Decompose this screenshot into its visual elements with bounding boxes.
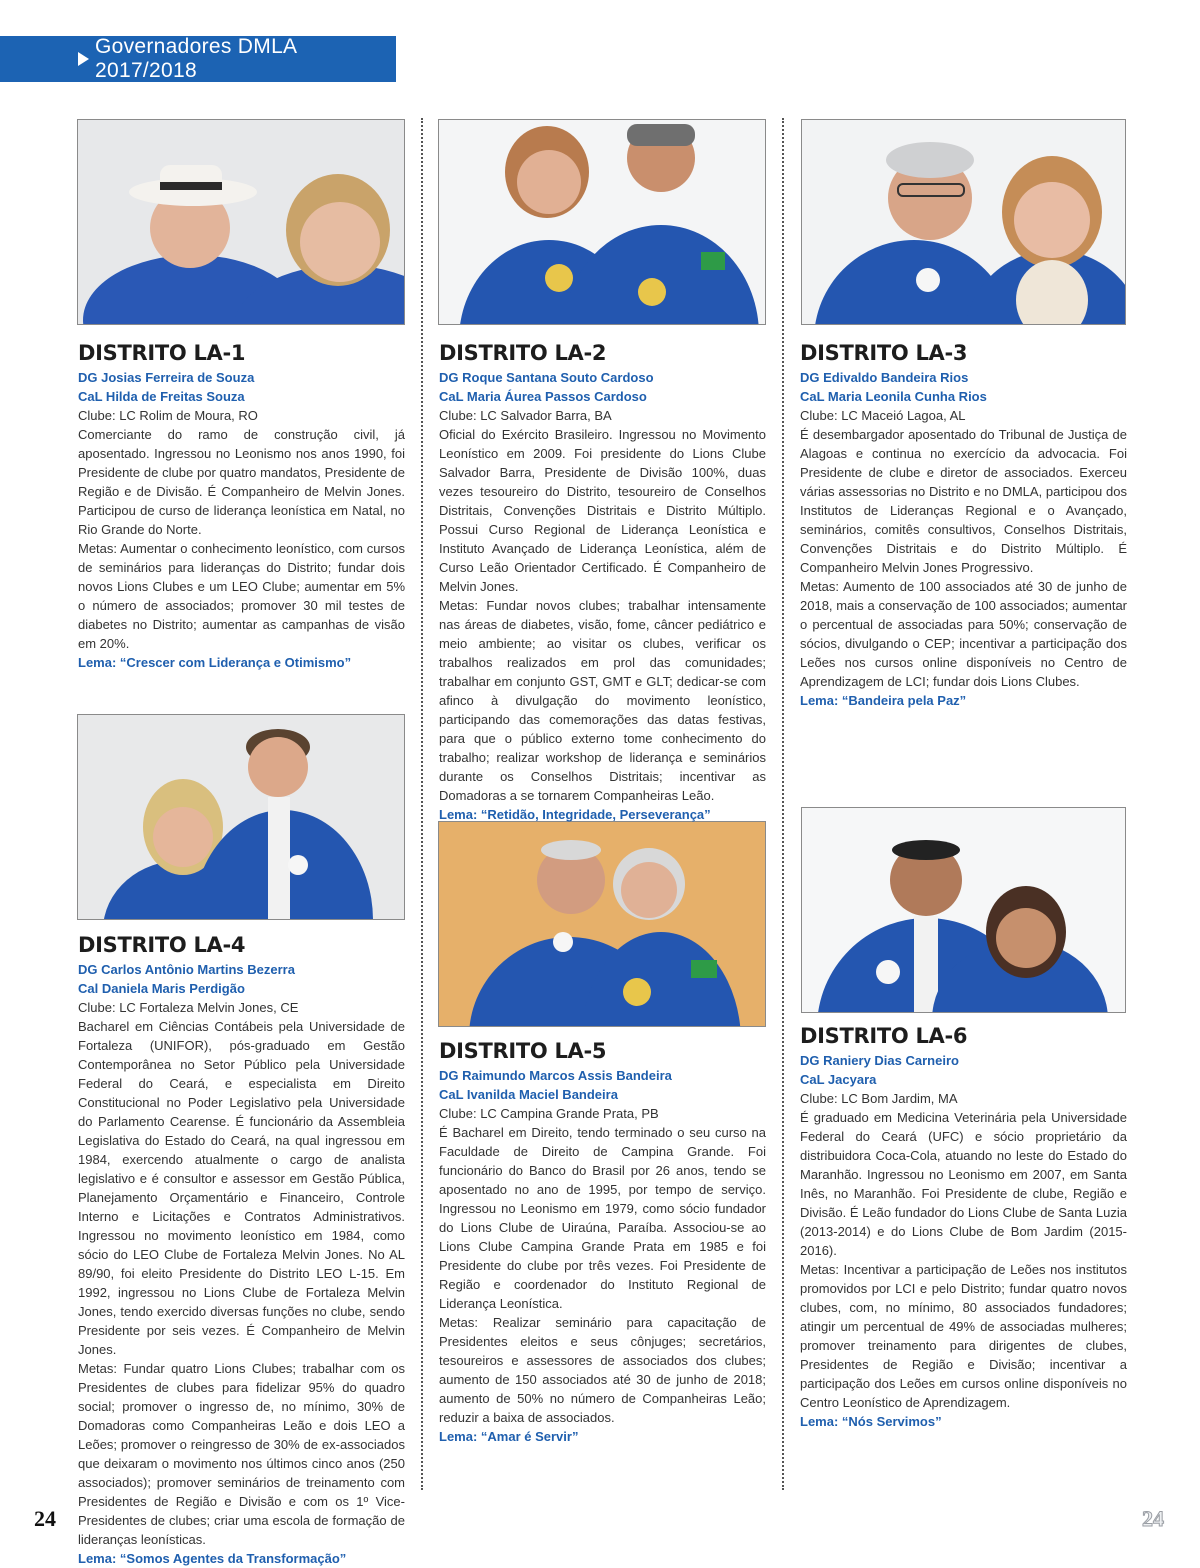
column-divider-left [421, 118, 423, 1490]
motto: Lema: “Somos Agentes da Transformação” [78, 1551, 347, 1566]
arrow-right-icon [78, 52, 89, 66]
governor-name: DG Raniery Dias Carneiro [800, 1053, 959, 1068]
biography: É graduado em Medicina Veterinária pela Universidade Federal do Ceará (UFC) e sócio proprietário da distribuidora Coca-Cola, atuando no leste do Estado do Maranhão. Ingressou no Leonismo em 2007, em Santa Inês, no Maranhão. Foi Presidente de clube, Região e Divisão. É Leão fundador do Lions Clube de Santa Luzia (2013-2014) e do Lions Clube de Bom Jardim (2015-2016). [800, 1110, 1127, 1258]
goals: Metas: Incentivar a participação de Leões nos institutos promovidos por LCI e pelo Distrito; fundar quatro novos clubes, com, no mínimo, 80 associados fundadores; atingir um percentual de 49% de associadas mulheres; promover treinamento para dirigentes de clubes, Presidentes de Região e Divisão; incentivar a participação dos Leões em cursos online disponíveis no Centro Leonístico de Aprendizagem. [800, 1262, 1127, 1410]
photo-la4 [77, 714, 405, 920]
motto: Lema: “Nós Servimos” [800, 1414, 942, 1429]
club-name: Clube: LC Campina Grande Prata, PB [439, 1106, 659, 1121]
club-name: Clube: LC Maceió Lagoa, AL [800, 408, 966, 423]
motto: Lema: “Amar é Servir” [439, 1429, 579, 1444]
goals: Metas: Fundar quatro Lions Clubes; trabalhar com os Presidentes de clubes para fidelizar 95% do quadro social; promover o ingresso de, no mínimo, 30% de Domadoras como Companheiras Leão e dois LEO a Leões; promover o reingresso de 30% de ex-associados que deixaram o movimento nos últimos cinco anos (250 associados); promover seminários de treinamento com Presidentes de Região e Divisão e com os 1º Vice-Presidentes de clubes; criar uma escola de formação de lideranças leonísticas. [78, 1361, 405, 1547]
district-title: DISTRITO LA-3 [800, 341, 968, 365]
photo-la2 [438, 119, 766, 325]
club-name: Clube: LC Rolim de Moura, RO [78, 408, 258, 423]
goals: Metas: Aumento de 100 associados até 30 de junho de 2018, mais a conservação de 100 associados; aumentar o percentual de associadas para 50%; conservação de sócios, divulgando o CEP; incentivar a participação dos Leões nos cursos online disponíveis no Centro de Aprendizagem de LCI; fundar dois Lions Clubes. [800, 579, 1127, 689]
photo-la1 [77, 119, 405, 325]
governor-name: DG Raimundo Marcos Assis Bandeira [439, 1068, 672, 1083]
page-number-left: 24 [34, 1506, 56, 1531]
spouse-name: CaL Jacyara [800, 1072, 877, 1087]
spouse-name: CaL Ivanilda Maciel Bandeira [439, 1087, 618, 1102]
district-entry-la2 [439, 341, 766, 824]
district-entry-la5 [439, 1039, 766, 1446]
district-entry-la1 [78, 341, 405, 672]
district-entry-la3 [800, 341, 1127, 710]
biography: É desembargador aposentado do Tribunal de Justiça de Alagoas e continua no exercício da advocacia. Foi Presidente de clube e diretor de associados. Exerceu várias assessorias no Distrito e no DMLA, participou dos Institutos de Lideranças Regional e o Avançado, seminários, comitês consultivos, Conselhos Distritais, Convenções Distritais e do Distrito Múltiplo. É Companheiro Melvin Jones Progressivo. [800, 427, 1127, 575]
motto: Lema: “Bandeira pela Paz” [800, 693, 967, 708]
governor-name: DG Roque Santana Souto Cardoso [439, 370, 654, 385]
club-name: Clube: LC Bom Jardim, MA [800, 1091, 958, 1106]
goals: Metas: Aumentar o conhecimento leonístico, com cursos de seminários para lideranças do Distrito; fundar dois novos Lions Clubes e um LEO Clube; aumentar em 5% o número de associados; promover 30 mil testes de diabetes no Distrito; aumentar as campanhas de visão em 20%. [78, 541, 405, 651]
governor-name: DG Edivaldo Bandeira Rios [800, 370, 969, 385]
biography: Bacharel em Ciências Contábeis pela Universidade de Fortaleza (UNIFOR), pós-graduado em Gestão Contemporânea no Setor Público pela Universidade Federal do Ceará, e especialista em Direito Constitucional no Poder Legislativo pela Universidade do Parlamento Cearense. É funcionário da Assembleia Legislativa do Estado do Ceará, na qual ingressou em 1984, exercendo atualmente o cargo de analista legislativo e é consultor e assessor em Gestão Pública, Planejamento Orçamentário e Financeiro, Controle Interno e Licitações e Contratos Administrativos. Ingressou no movimento leonístico em 1984, como sócio do LEO Clube de Fortaleza Melvin Jones. No AL 89/90, foi eleito Presidente do Distrito LEO L-15. Em 1992, ingressou no Lions Clube de Fortaleza Melvin Jones, tendo exercido diversas funções no clube, sendo Presidente por seis vezes. É Companheiro de Melvin Jones. [78, 1019, 405, 1357]
biography: Oficial do Exército Brasileiro. Ingressou no Movimento Leonístico em 2009. Foi presidente do Lions Clube Salvador Barra, Presidente de Divisão 100%, duas vezes tesoureiro do Distrito, tesoureiro de Conselhos Distritais, Convenções Distritais e Distrito Múltiplo. Possui Curso Regional de Liderança Leonística e Instituto Avançado de Liderança Leonística, além de Curso Leão Orientador Certificado. É Companheiro de Melvin Jones. [439, 427, 766, 594]
column-divider-right [782, 118, 784, 1490]
photo-la5 [438, 821, 766, 1027]
goals: Metas: Realizar seminário para capacitação de Presidentes eleitos e seus cônjuges; secretários, tesoureiros e assessores de associados dos clubes; aumento de 150 associados até 30 de junho de 2018; aumento de 50% no número de Companheiras Leão; reduzir a baixa de associados. [439, 1315, 766, 1425]
biography: É Bacharel em Direito, tendo terminado o seu curso na Faculdade de Direito de Campina Grande. Foi funcionário do Banco do Brasil por 26 anos, tendo se aposentado no ano de 1995, por tempo de serviço. Ingressou no Leonismo em 1979, como sócio fundador do Lions Clube de Uiraúna, Paraíba. Associou-se ao Lions Clube Campina Grande Prata em 1985 e foi Presidente do clube por três vezes. Foi Presidente de Região e coordenador do Instituto Regional de Liderança Leonística. [439, 1125, 766, 1311]
district-title: DISTRITO LA-5 [439, 1039, 607, 1063]
section-banner [0, 36, 396, 82]
spouse-name: CaL Maria Áurea Passos Cardoso [439, 389, 647, 404]
spouse-name: Cal Daniela Maris Perdigão [78, 981, 245, 996]
club-name: Clube: LC Salvador Barra, BA [439, 408, 612, 423]
spouse-name: CaL Hilda de Freitas Souza [78, 389, 245, 404]
motto: Lema: “Retidão, Integridade, Perseverança” [439, 807, 711, 822]
district-title: DISTRITO LA-6 [800, 1024, 968, 1048]
governor-name: DG Josias Ferreira de Souza [78, 370, 255, 385]
governor-name: DG Carlos Antônio Martins Bezerra [78, 962, 295, 977]
spouse-name: CaL Maria Leonila Cunha Rios [800, 389, 987, 404]
page-number-right: 24 [1142, 1506, 1164, 1531]
goals: Metas: Fundar novos clubes; trabalhar intensamente nas áreas de diabetes, visão, fome, câncer pediátrico e meio ambiente; ao visitar os clubes, verificar os trabalhos realizados em prol das comunidades; trabalhar em conjunto GST, GMT e GLT; dedicar-se com afinco à divulgação do movimento leonístico, participando das comemorações das datas festivas, para que o público externo tome conhecimento do trabalho; realizar workshop de liderança e seminários durante os Conselhos Distritais; incentivar as Domadoras a se tornarem Companheiras Leão. [439, 598, 766, 803]
photo-la6 [801, 807, 1126, 1013]
motto: Lema: “Crescer com Liderança e Otimismo” [78, 655, 352, 670]
district-entry-la4 [78, 933, 405, 1568]
district-title: DISTRITO LA-2 [439, 341, 607, 365]
biography: Comerciante do ramo de construção civil, já aposentado. Ingressou no Leonismo nos anos 1990, foi Presidente de clube por quatro mandatos, Presidente de Região e de Divisão. É Companheiro de Melvin Jones. Participou de curso de liderança leonística em Natal, no Rio Grande do Norte. [78, 427, 405, 537]
photo-la3 [801, 119, 1126, 325]
club-name: Clube: LC Fortaleza Melvin Jones, CE [78, 1000, 299, 1015]
section-title: Governadores DMLA 2017/2018 [95, 35, 297, 82]
district-entry-la6 [800, 1024, 1127, 1431]
district-title: DISTRITO LA-1 [78, 341, 246, 365]
district-title: DISTRITO LA-4 [78, 933, 246, 957]
